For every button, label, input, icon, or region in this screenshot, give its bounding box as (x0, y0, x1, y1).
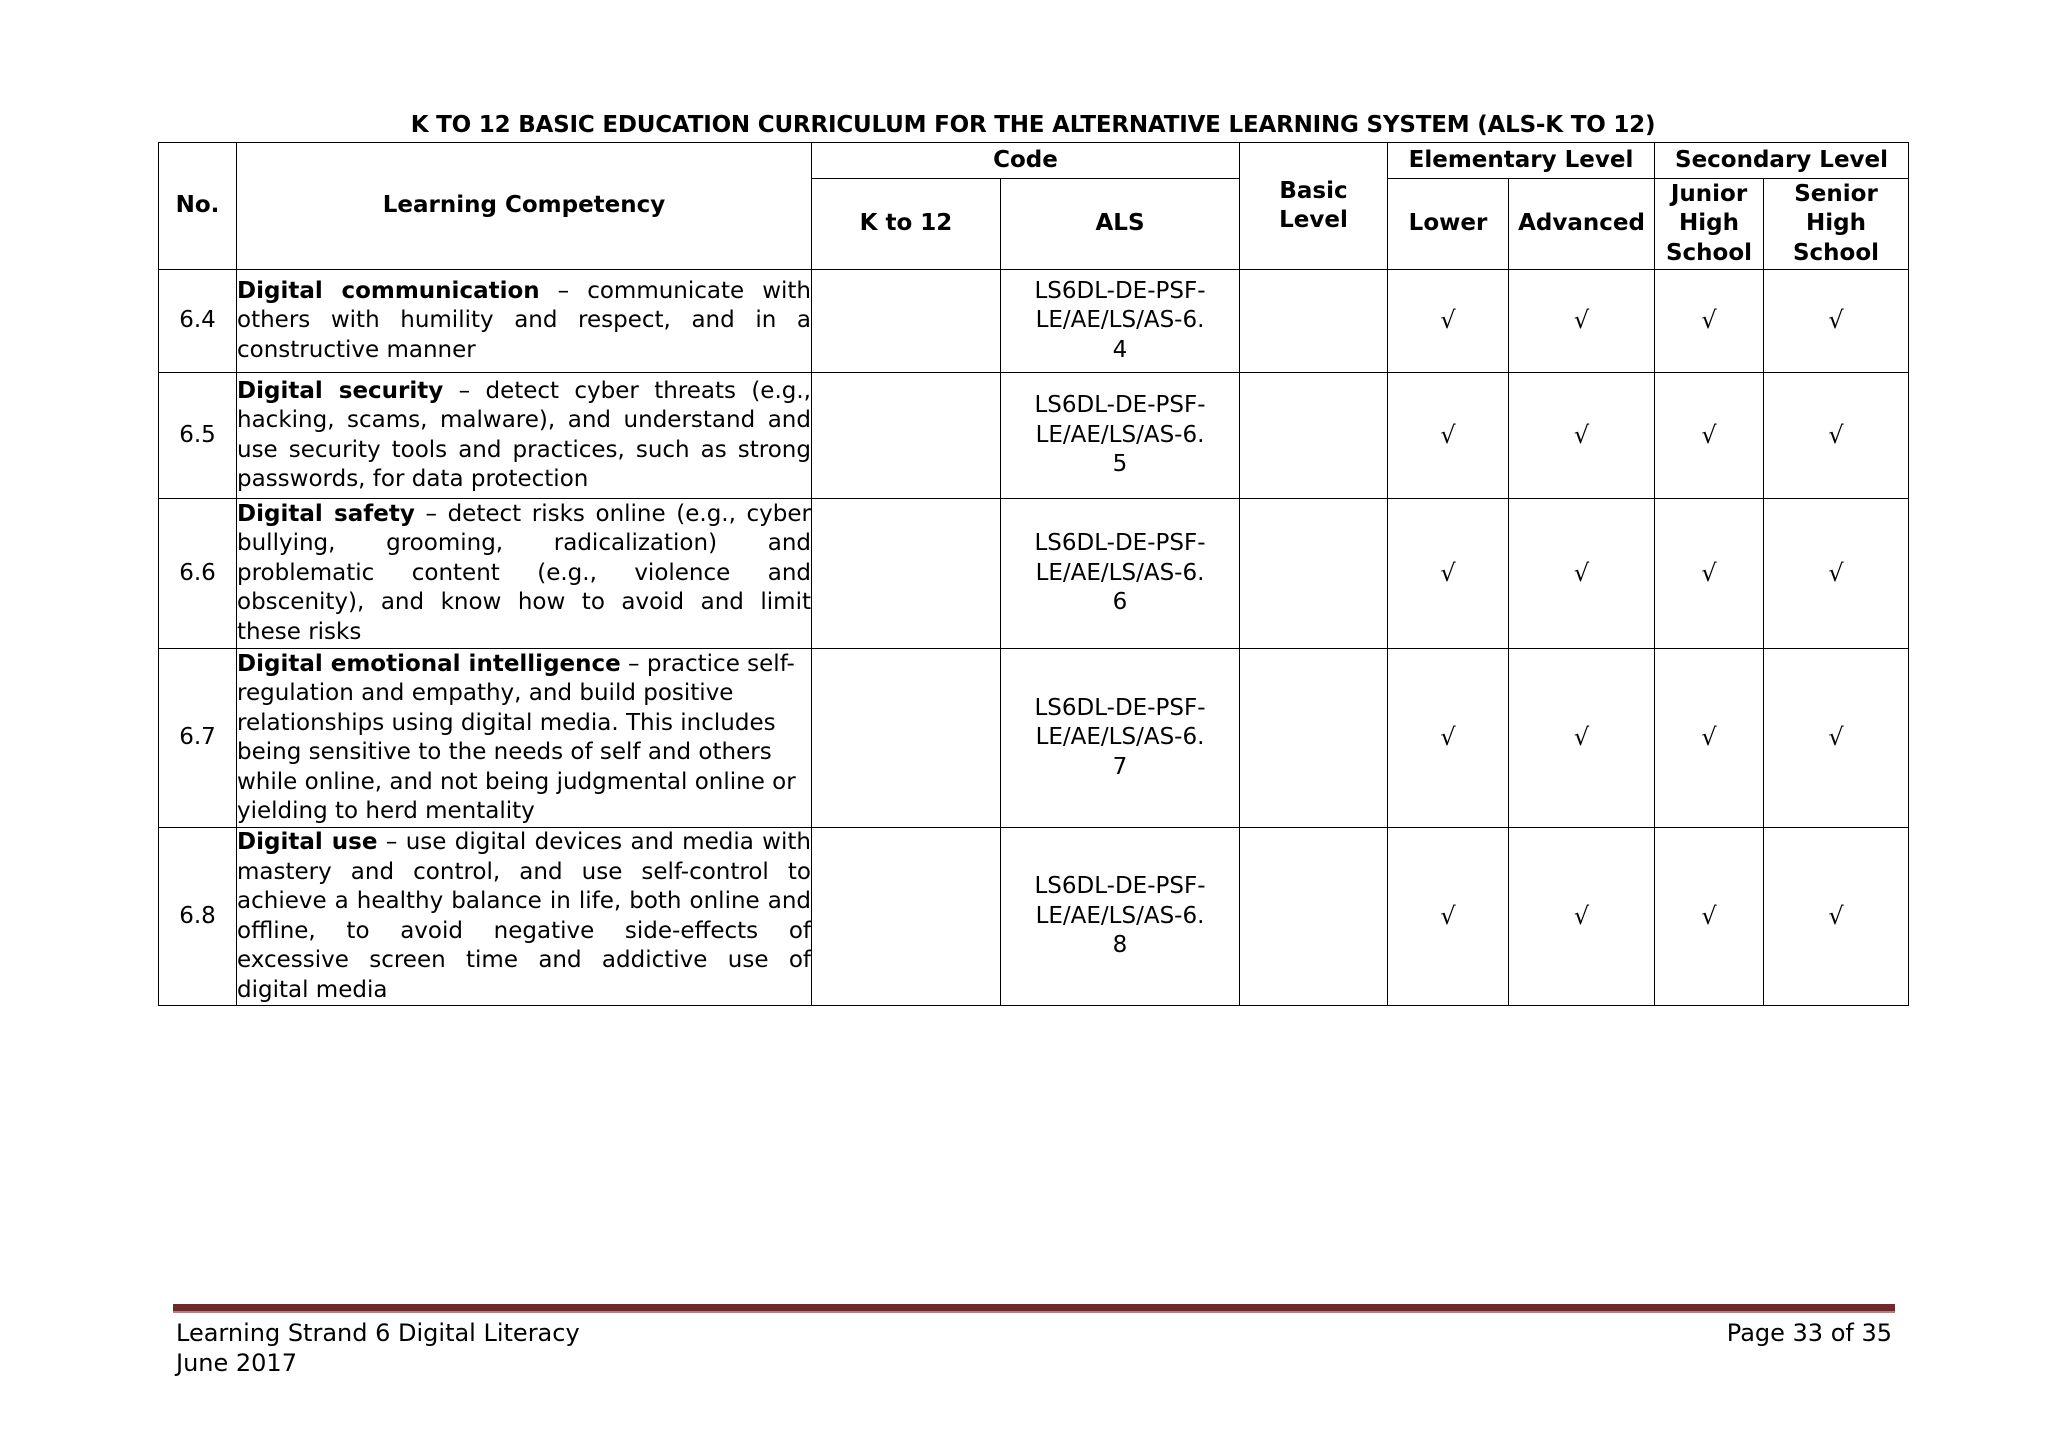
check-advanced: √ (1509, 828, 1655, 1006)
check-senior-high: √ (1764, 373, 1909, 499)
table-row (159, 373, 1909, 499)
competency-cell (237, 828, 812, 1006)
als-code: LS6DL-DE-PSF-LE/AE/LS/AS-6.8 (1034, 873, 1206, 959)
als-code: LS6DL-DE-PSF-LE/AE/LS/AS-6.7 (1034, 694, 1206, 780)
k12-code-cell (812, 373, 1001, 499)
footer-divider (173, 1304, 1895, 1313)
page-title: K TO 12 BASIC EDUCATION CURRICULUM FOR THE ALTERNATIVE LEARNING SYSTEM (ALS-K TO 12) (410, 112, 1656, 138)
competency-title: Digital communication (237, 277, 540, 304)
als-code-cell (1001, 270, 1240, 373)
k12-code-cell (812, 499, 1001, 649)
check-advanced: √ (1509, 373, 1655, 499)
competency-description: – practice self-regulation and empathy, and build positive relationships using digital media. This includes being sensitive to the needs of self and others while online, and not being judgmental online or yielding to herd mentality (237, 650, 796, 824)
basic-level-cell (1240, 373, 1388, 499)
header-junior-high-school: Junior High School (1655, 179, 1764, 270)
als-code: LS6DL-DE-PSF-LE/AE/LS/AS-6.5 (1034, 392, 1206, 478)
als-code-cell (1001, 373, 1240, 499)
basic-level-cell (1240, 828, 1388, 1006)
header-basic-level: Basic Level (1240, 143, 1388, 270)
check-advanced: √ (1509, 499, 1655, 649)
check-senior-high: √ (1764, 828, 1909, 1006)
check-junior-high: √ (1655, 270, 1764, 373)
basic-level-cell (1240, 649, 1388, 828)
header-als: ALS (1001, 179, 1240, 270)
competency-title: Digital security (237, 377, 444, 404)
als-code-cell (1001, 828, 1240, 1006)
footer-strand: Learning Strand 6 Digital Literacy (176, 1319, 580, 1347)
table-row (159, 828, 1909, 1006)
table-row (159, 270, 1909, 373)
als-code-cell (1001, 499, 1240, 649)
curriculum-table (158, 142, 1909, 1006)
row-number: 6.4 (159, 270, 237, 373)
competency-description: – communicate with others with humility and respect, and in a constructive manner (237, 277, 811, 363)
header-no: No. (159, 143, 237, 270)
table-body (159, 270, 1909, 1006)
footer-date: June 2017 (176, 1349, 297, 1377)
table-row (159, 499, 1909, 649)
k12-code-cell (812, 828, 1001, 1006)
k12-code-cell (812, 649, 1001, 828)
check-lower: √ (1388, 270, 1509, 373)
header-senior-high-school: Senior High School (1764, 179, 1909, 270)
check-senior-high: √ (1764, 649, 1909, 828)
row-number: 6.5 (159, 373, 237, 499)
row-number: 6.8 (159, 828, 237, 1006)
check-lower: √ (1388, 649, 1509, 828)
basic-level-cell (1240, 499, 1388, 649)
footer-left (176, 1318, 580, 1378)
header-advanced: Advanced (1509, 179, 1655, 270)
row-number: 6.7 (159, 649, 237, 828)
table-row (159, 649, 1909, 828)
competency-cell (237, 270, 812, 373)
check-junior-high: √ (1655, 499, 1764, 649)
als-code: LS6DL-DE-PSF-LE/AE/LS/AS-6.6 (1034, 530, 1206, 616)
check-senior-high: √ (1764, 270, 1909, 373)
check-advanced: √ (1509, 270, 1655, 373)
als-code-cell (1001, 649, 1240, 828)
check-advanced: √ (1509, 649, 1655, 828)
header-code: Code (812, 143, 1240, 179)
check-lower: √ (1388, 373, 1509, 499)
check-junior-high: √ (1655, 828, 1764, 1006)
competency-title: Digital use (237, 829, 378, 855)
header-lower: Lower (1388, 179, 1509, 270)
table-header (159, 143, 1909, 270)
basic-level-cell (1240, 270, 1388, 373)
check-junior-high: √ (1655, 373, 1764, 499)
als-code: LS6DL-DE-PSF-LE/AE/LS/AS-6.4 (1034, 277, 1206, 363)
competency-cell (237, 499, 812, 649)
competency-description: – detect cyber threats (e.g., hacking, scams, malware), and understand and use security tools and practices, such as strong passwords, for data protection (237, 377, 811, 492)
k12-code-cell (812, 270, 1001, 373)
header-elementary-level: Elementary Level (1388, 143, 1655, 179)
header-secondary-level: Secondary Level (1655, 143, 1909, 179)
check-lower: √ (1388, 499, 1509, 649)
competency-description: – use digital devices and media with mastery and control, and use self-control to achieve a healthy balance in life, both online and offline, to avoid negative side-effects of excessive screen time and addictive use of digital media (237, 829, 811, 1003)
competency-title: Digital emotional intelligence (237, 650, 621, 677)
row-number: 6.6 (159, 499, 237, 649)
competency-cell (237, 649, 812, 828)
check-junior-high: √ (1655, 649, 1764, 828)
competency-title: Digital safety (237, 500, 415, 527)
footer-page-number: Page 33 of 35 (1726, 1319, 1892, 1347)
header-k-to-12: K to 12 (812, 179, 1001, 270)
check-lower: √ (1388, 828, 1509, 1006)
check-senior-high: √ (1764, 499, 1909, 649)
competency-cell (237, 373, 812, 499)
header-learning-competency: Learning Competency (237, 143, 812, 270)
competency-description: – detect risks online (e.g., cyber bullying, grooming, radicalization) and problematic content (e.g., violence and obscenity), and know how to avoid and limit these risks (237, 500, 811, 645)
